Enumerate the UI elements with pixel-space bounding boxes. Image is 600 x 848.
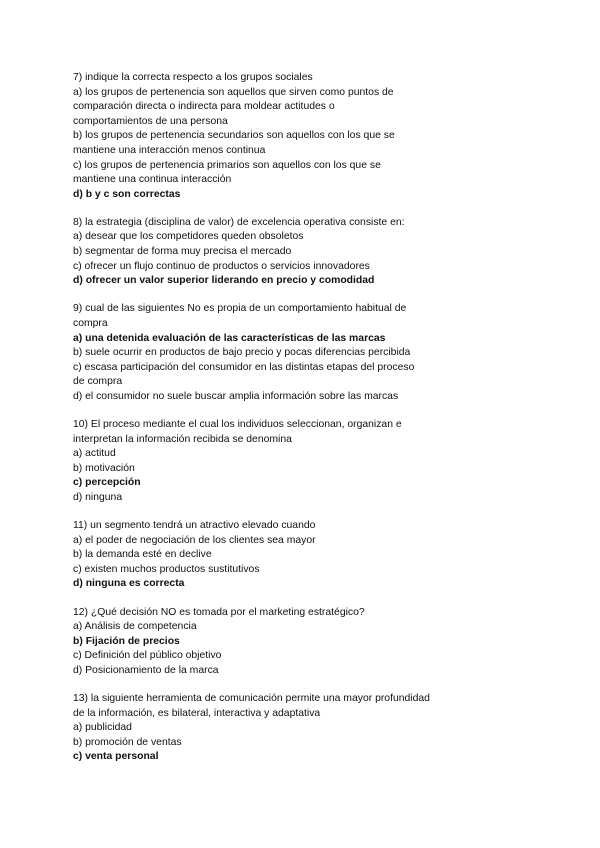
text-line: de compra [73,376,123,388]
text-line: a) publicidad [73,722,132,734]
text-line: comportamientos de una persona [73,115,228,127]
correct-answer-line: d) b y c son correctas [73,188,181,200]
correct-answer-line: b) Fijación de precios [73,635,180,647]
text-line: 13) la siguiente herramienta de comunicación permite una mayor profundidad [73,692,430,704]
question-block [73,71,543,202]
text-line: interpretan la información recibida se denomina [73,433,292,445]
text-line: d) el consumidor no suele buscar amplia información sobre las marcas [73,390,399,402]
text-line: de la información, es bilateral, interactiva y adaptativa [73,707,321,719]
text-line: b) la demanda esté en declive [73,549,212,561]
text-line: mantiene una continua interacción [73,174,232,186]
text-line: a) los grupos de pertenencia son aquellos que sirven como puntos de [73,86,394,98]
text-line: compra [73,317,108,329]
question-block [73,418,543,506]
text-line: b) motivación [73,462,135,474]
text-line: c) existen muchos productos sustitutivos [73,563,260,575]
text-line: c) escasa participación del consumidor en las distintas etapas del proceso [73,361,415,373]
text-line: 12) ¿Qué decisión NO es tomada por el marketing estratégico? [73,606,365,618]
text-line: b) suele ocurrir en productos de bajo precio y pocas diferencias percibida [73,347,411,359]
text-line: b) promoción de ventas [73,736,182,748]
text-line: d) Posicionamiento de la marca [73,664,219,676]
text-line: 11) un segmento tendrá un atractivo elevado cuando [73,520,316,532]
text-line: a) actitud [73,448,116,460]
question-block [73,519,543,592]
text-line: 8) la estrategia (disciplina de valor) de excelencia operativa consiste en: [73,216,405,228]
question-block [73,692,543,765]
text-line: a) el poder de negociación de los clientes sea mayor [73,534,316,546]
text-line: a) desear que los competidores queden obsoletos [73,231,304,243]
text-line: mantiene una interacción menos continua [73,144,266,156]
question-block [73,302,543,404]
text-line: 10) El proceso mediante el cual los individuos seleccionan, organizan e [73,418,402,430]
text-line: c) los grupos de pertenencia primarios son aquellos con los que se [73,159,381,171]
question-block [73,216,543,289]
text-line: comparación directa o indirecta para moldear actitudes o [73,101,335,113]
text-line: a) Análisis de competencia [73,621,197,633]
correct-answer-line: d) ofrecer un valor superior liderando en precio y comodidad [73,275,375,287]
correct-answer-line: c) percepción [73,477,141,489]
text-line: c) Definición del público objetivo [73,650,222,662]
text-line: b) segmentar de forma muy precisa el mercado [73,246,292,258]
document-page [73,71,543,778]
correct-answer-line: a) una detenida evaluación de las características de las marcas [73,332,386,344]
question-block [73,606,543,679]
correct-answer-line: d) ninguna es correcta [73,578,185,590]
text-line: d) ninguna [73,491,123,503]
text-line: 9) cual de las siguientes No es propia de un comportamiento habitual de [73,303,407,315]
text-line: b) los grupos de pertenencia secundarios son aquellos con los que se [73,130,395,142]
text-line: c) ofrecer un flujo continuo de productos o servicios innovadores [73,260,370,272]
correct-answer-line: c) venta personal [73,751,159,763]
text-line: 7) indique la correcta respecto a los grupos sociales [73,72,313,83]
